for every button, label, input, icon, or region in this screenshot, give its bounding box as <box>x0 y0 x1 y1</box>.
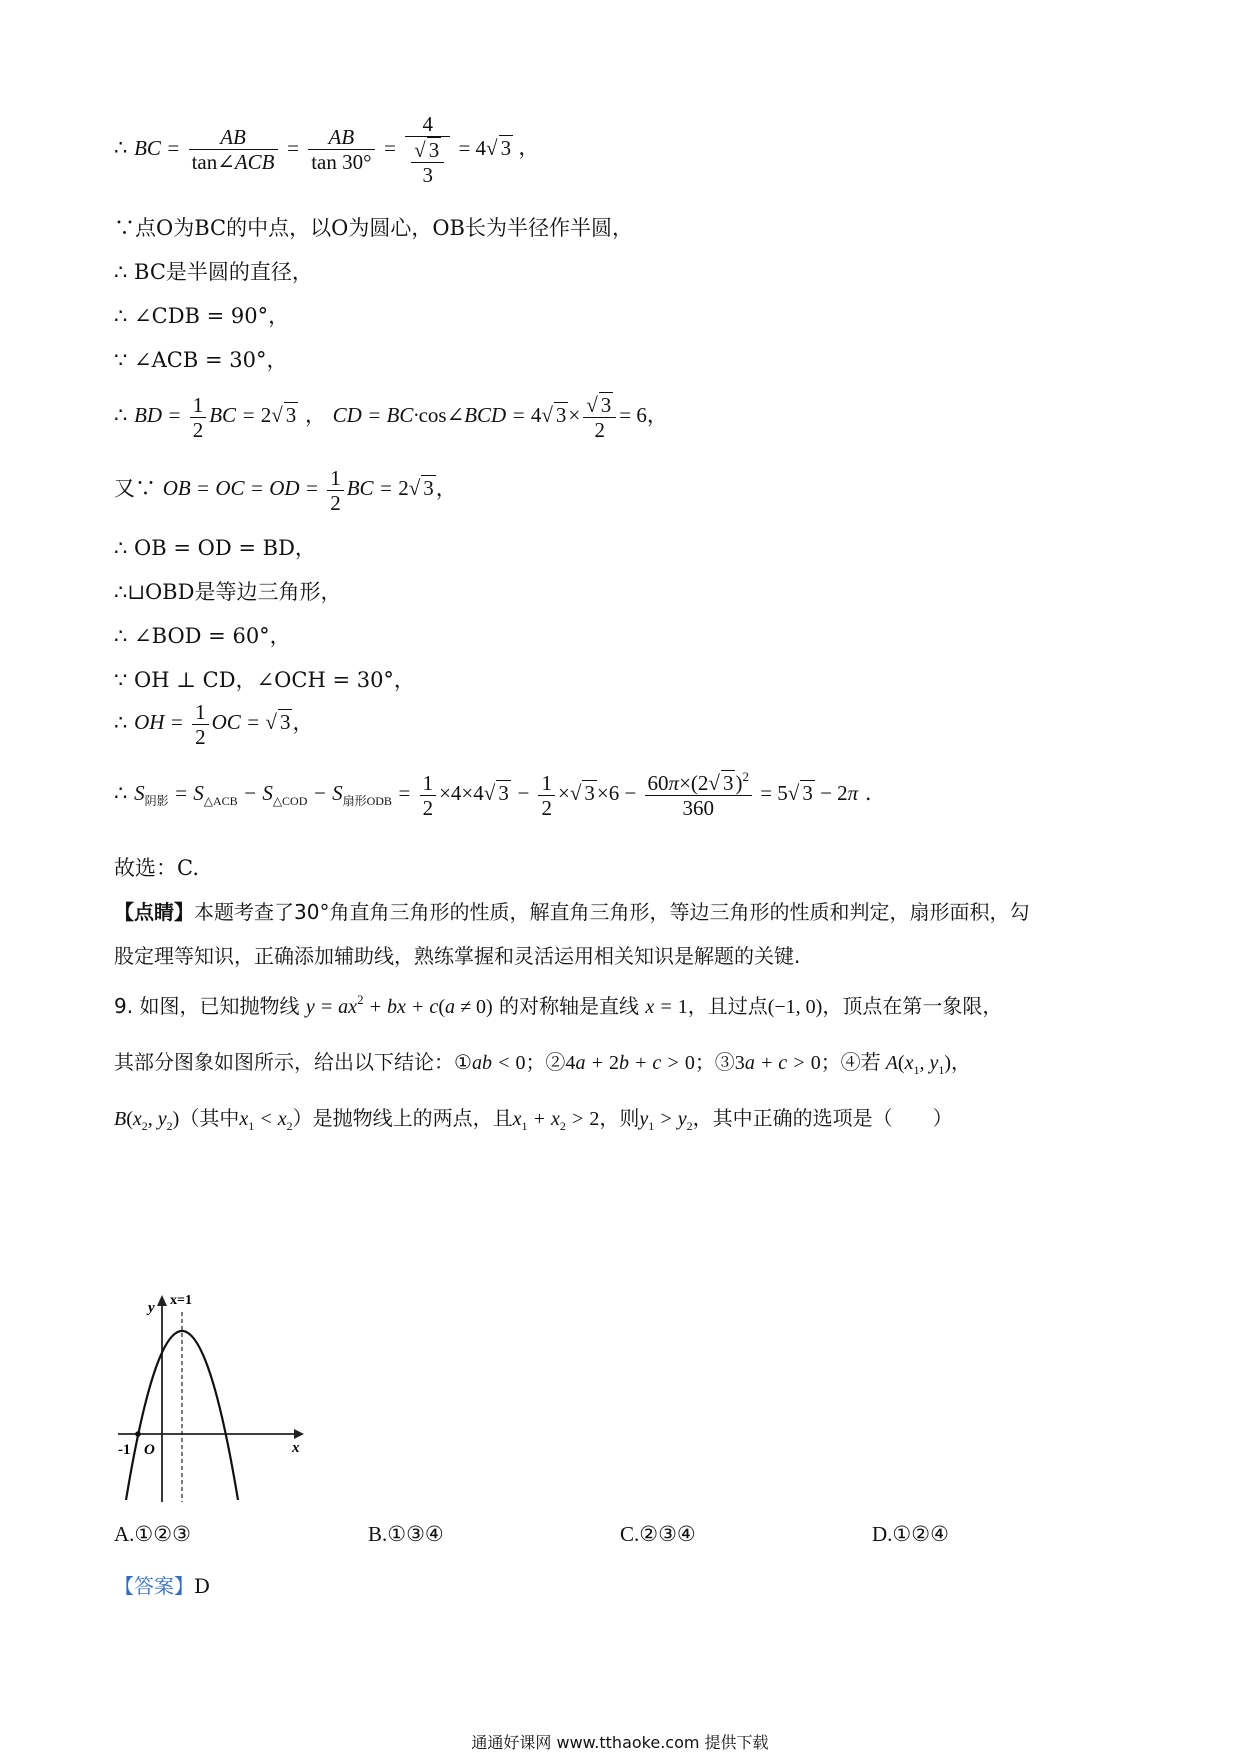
step-oh: ∴ OH = $\frac{1}{2}$ OC = √ 3， <box>114 700 313 749</box>
step-ob-od-bd: ∴ OB = OD = BD， <box>114 536 316 560</box>
step-angle-cdb: ∴ ∠CDB = 90°， <box>114 304 290 328</box>
answer-line <box>114 1570 210 1599</box>
step-ob-oc-od: 又∵ OB = OC = OD = $\frac{1}{2}$ BC = 2√ 3， <box>114 466 457 515</box>
step-diameter: ∴ BC是半圆的直径， <box>114 260 313 284</box>
x-axis-arrow <box>294 1429 304 1439</box>
choice-c[interactable]: C.②③④ <box>620 1522 696 1546</box>
step-shaded-area: ∴ $S_{阴影} = S_{\triangle ACB} - S_{\triangle COD} - S_{扇形ODB}$ = $\frac{1}{2}$ ×4×4√ 3 − $\frac{1}{2}$ ×√ 3×6 − $\frac{60\pi\times(2√ 3)^2}{360}$ = 5√ 3 − 2π . <box>114 770 872 820</box>
step-angle-bod: ∴ ∠BOD = 60°， <box>114 624 291 648</box>
step-equilateral: ∴⊔OBD是等边三角形， <box>114 580 342 604</box>
question9-line-2: 其部分图象如图所示，给出以下结论：①ab < 0；②4a + 2b + c > 0；③3a + c > 0；④若 $A(x_1$, $y_1$)， <box>114 1050 972 1077</box>
comment-line-1: 【点睛】本题考查了30°角直角三角形的性质，解直角三角形，等边三角形的性质和判定，扇形面积，勾 <box>114 900 1030 924</box>
parabola-graph <box>118 1292 308 1502</box>
symmetry-label: x=1 <box>170 1293 192 1308</box>
footer-credit: 通通好课网 www.tthaoke.com 提供下载 <box>471 1733 769 1752</box>
step-angle-acb: ∵ ∠ACB = 30°， <box>114 348 288 372</box>
comment-tag: 【点睛】 <box>114 900 194 924</box>
question9-line-3: $B(x_2$, $y_2$)（其中$x_1 < x_2$）是抛物线上的两点，且$x_1 + x_2 > 2$，则$y_1 > y_2$，其中正确的选项是（ ） <box>114 1106 953 1133</box>
step-bc-formula: ∴ BC = $\frac{AB}{\text{tan∠ACB}}$ = $\frac{AB}{\tan 30^\circ}$ = 4 √ $\frac{3}{3}$ = 4√ 3 ， <box>114 112 539 187</box>
therefore-symbol: ∴ <box>114 135 128 160</box>
choice-b[interactable]: B.①③④ <box>368 1522 444 1546</box>
y-axis-arrow <box>157 1295 167 1306</box>
choice-d[interactable]: D.①②④ <box>872 1522 949 1546</box>
step-perpendicular: ∵ OH ⊥ CD，∠OCH = 30°， <box>114 668 415 692</box>
answer-tag: 【答案】 <box>114 1574 194 1598</box>
choice-a[interactable]: A.①②③ <box>114 1522 191 1546</box>
neg1-label: -1 <box>118 1442 131 1458</box>
answer-value: D <box>194 1574 211 1598</box>
y-axis-label: y <box>148 1300 155 1316</box>
step-midpoint: ∵点O为BC的中点，以O为圆心，OB长为半径作半圆， <box>114 216 633 240</box>
origin-label: O <box>144 1442 155 1458</box>
bc-equation: BC = $\frac{AB}{\text{tan∠ACB}}$ = $\frac{AB}{\tan 30^\circ}$ = 4 √ $\frac{3}{3}$ = 4√ 3 <box>134 136 518 160</box>
comment-line-2: 股定理等知识，正确添加辅助线，熟练掌握和灵活运用相关知识是解题的关键. <box>114 944 801 968</box>
question9-line-1: 9. 如图，已知抛物线 $y = ax^2$ + bx + c(a ≠ 0) 的对称轴是直线 x = 1，且过点(−1, 0)，顶点在第一象限， <box>114 992 1003 1018</box>
x-axis-label: x <box>292 1440 300 1456</box>
point-neg1 <box>135 1431 141 1437</box>
conclusion: 故选：C. <box>114 856 199 880</box>
step-bd-cd: ∴ BD = $\frac{1}{2}$ BC = 2√ 3 ， CD = BC·cos∠BCD = 4√ 3× √ $\frac{3}{2}$ = 6， <box>114 392 668 442</box>
